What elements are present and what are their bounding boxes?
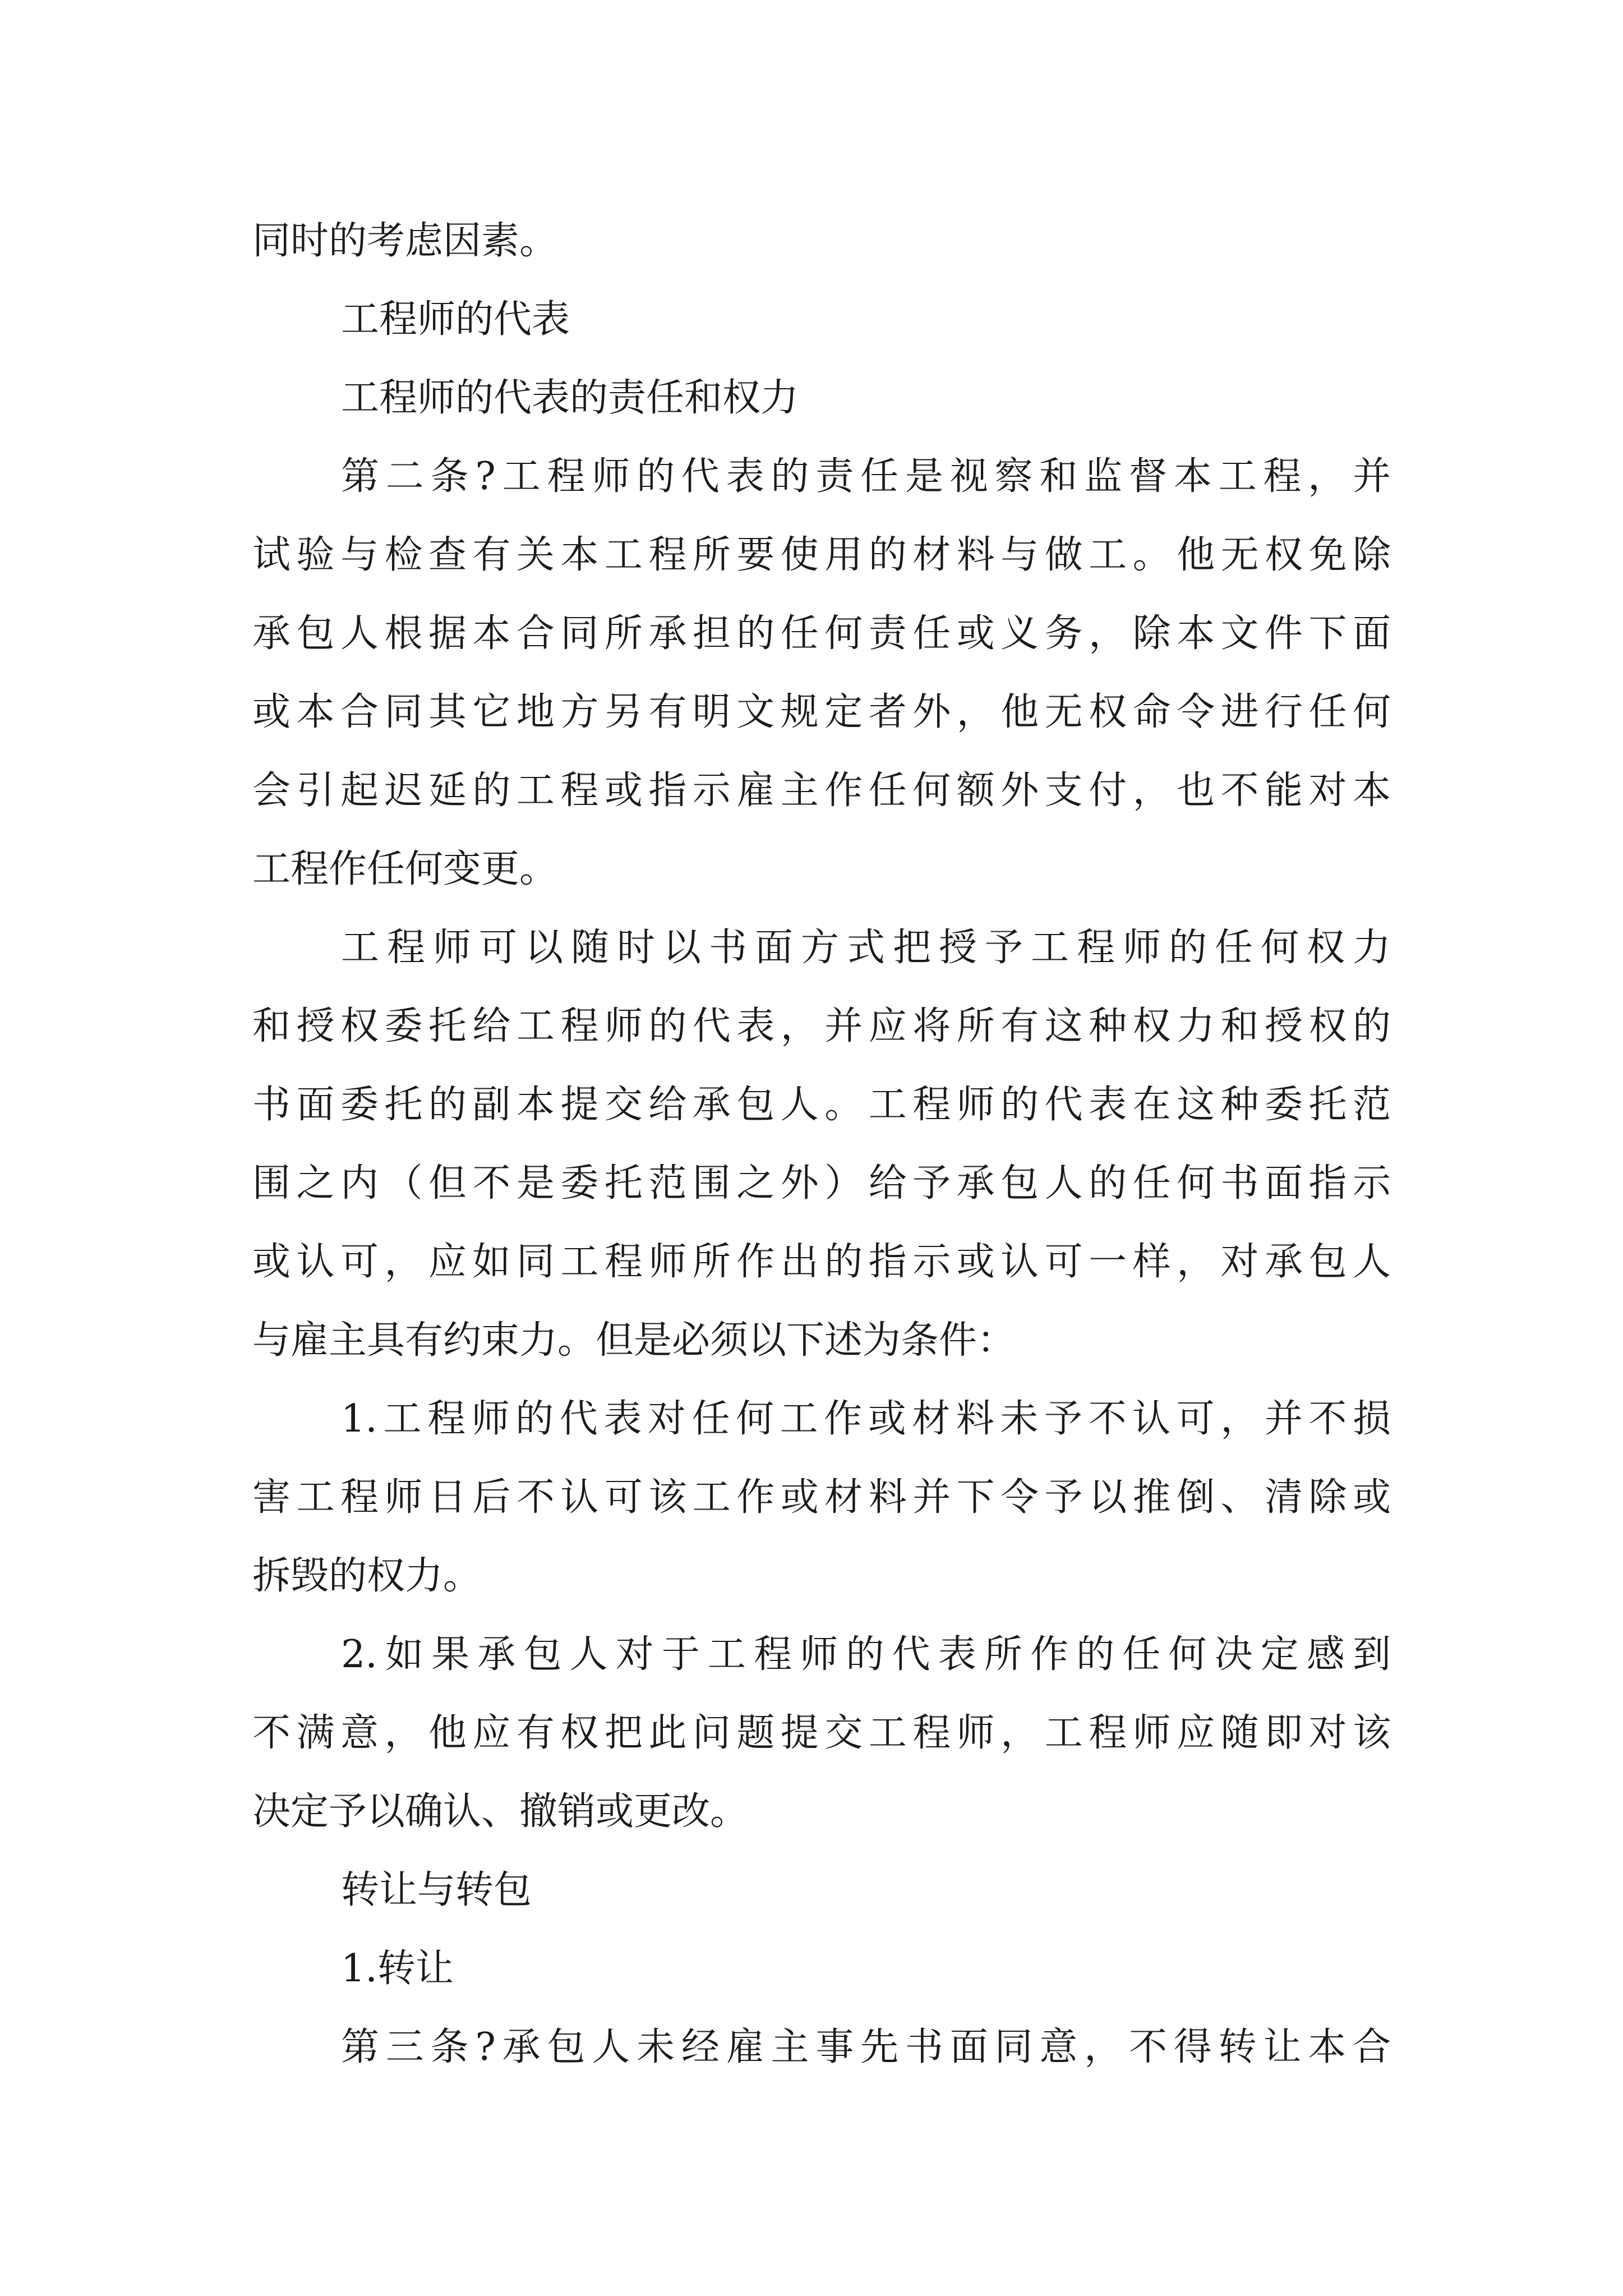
text-line: 试验与检查有关本工程所要使用的材料与做工。他无权免除	[252, 533, 1391, 577]
text-line: 承包人根据本合同所承担的任何责任或义务，除本文件下面	[252, 611, 1391, 656]
section-heading: 转让与转包	[341, 1868, 532, 1912]
text-line: 围之内（但不是委托范围之外）给予承包人的任何书面指示	[252, 1161, 1391, 1205]
text-line: 和授权委托给工程师的代表，并应将所有这种权力和授权的	[252, 1004, 1391, 1048]
text-line: 第二条?工程师的代表的责任是视察和监督本工程，并	[341, 454, 1391, 499]
text-line: 会引起迟延的工程或指示雇主作任何额外支付，也不能对本	[252, 769, 1391, 813]
list-item-text: 拆毁的权力。	[252, 1554, 482, 1598]
text-line: 工程师可以随时以书面方式把授予工程师的任何权力	[341, 926, 1391, 970]
list-item-text: 不满意，他应有权把此问题提交工程师，工程师应随即对该	[252, 1711, 1391, 1755]
text-line: 或本合同其它地方另有明文规定者外，他无权命令进行任何	[252, 690, 1391, 734]
list-item-text: 2.如果承包人对于工程师的代表所作的任何决定感到	[341, 1632, 1391, 1677]
subsection-heading: 工程师的代表的责任和权力	[341, 376, 799, 420]
list-item-text: 1.工程师的代表对任何工作或材料未予不认可，并不损	[341, 1397, 1391, 1441]
section-heading: 工程师的代表	[341, 297, 570, 342]
text-line: 第三条?承包人未经雇主事先书面同意，不得转让本合	[341, 2025, 1391, 2069]
text-line: 或认可，应如同工程师所作出的指示或认可一样，对承包人	[252, 1240, 1391, 1284]
text-line: 书面委托的副本提交给承包人。工程师的代表在这种委托范	[252, 1083, 1391, 1127]
subsection-heading: 1.转让	[341, 1947, 454, 1991]
text-line: 同时的考虑因素。	[252, 219, 558, 263]
list-item-text: 决定予以确认、撤销或更改。	[252, 1789, 749, 1834]
text-line: 与雇主具有约束力。但是必须以下述为条件：	[252, 1318, 1016, 1363]
list-item-text: 害工程师日后不认可该工作或材料并下令予以推倒、清除或	[252, 1475, 1391, 1520]
text-line: 工程作任何变更。	[252, 847, 558, 891]
